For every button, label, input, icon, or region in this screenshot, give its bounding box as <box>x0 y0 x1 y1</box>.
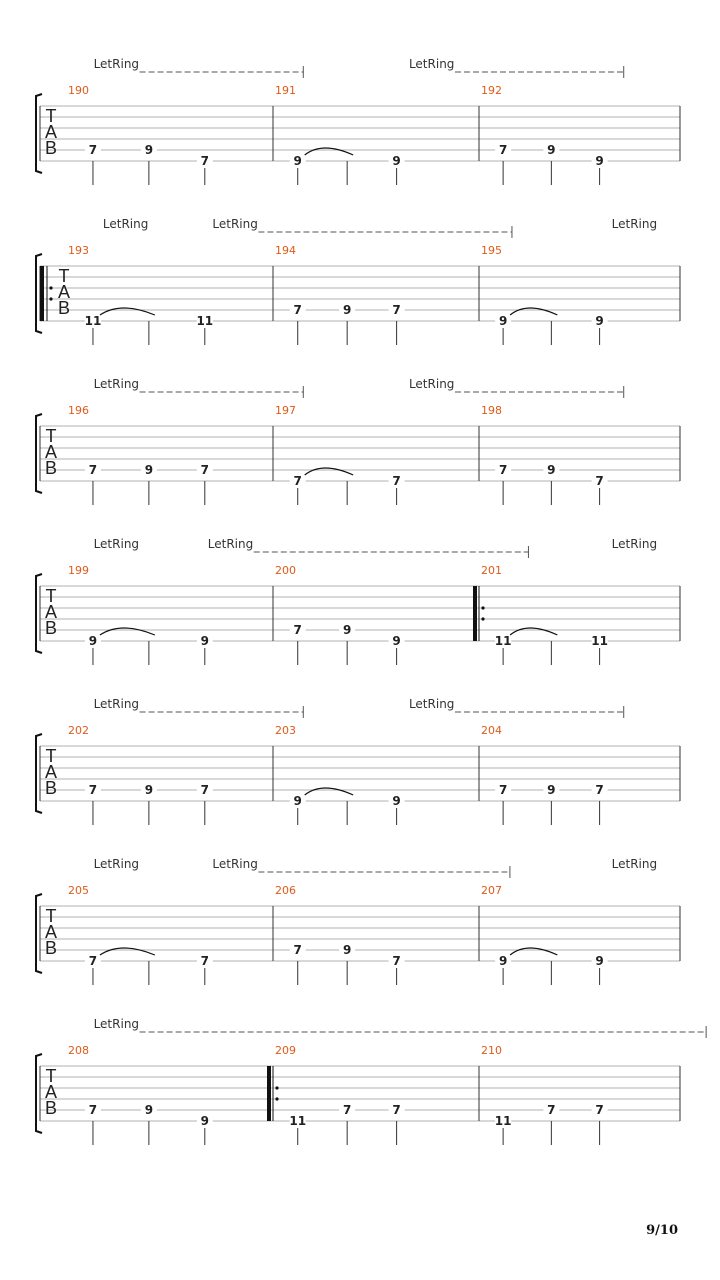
fret-number: 9 <box>595 314 604 328</box>
fret-number: 9 <box>144 463 154 477</box>
fret-number: 7 <box>392 954 401 968</box>
fret-number: 11 <box>84 314 102 328</box>
fret-number: 9 <box>595 154 604 168</box>
tab-clef-letter: B <box>44 138 58 158</box>
let-ring-label: LetRing <box>93 857 140 871</box>
fret-number: 9 <box>342 303 352 317</box>
tab-clef-letter: A <box>44 1082 58 1102</box>
fret-number: 9 <box>293 794 302 808</box>
fret-number: 7 <box>293 474 302 488</box>
fret-number: 9 <box>595 954 604 968</box>
let-ring-label: LetRing <box>212 217 258 231</box>
tab-clef-letter: A <box>57 282 71 302</box>
fret-number: 9 <box>144 1103 154 1117</box>
let-ring-label: LetRing <box>93 697 140 711</box>
measure-number: 192 <box>481 84 502 97</box>
tab-clef-letter: T <box>45 906 57 926</box>
tab-clef-letter: T <box>45 586 57 606</box>
measure-number: 202 <box>68 724 89 737</box>
fret-number: 7 <box>392 474 401 488</box>
measure-number: 204 <box>481 724 502 737</box>
tab-clef-letter: B <box>44 618 58 638</box>
fret-number: 9 <box>342 623 352 637</box>
tab-clef-letter: A <box>44 762 58 782</box>
tab-clef-letter: A <box>44 122 58 142</box>
repeat-dot <box>49 286 52 289</box>
tie-arc <box>100 948 155 955</box>
tie-arc <box>510 308 557 315</box>
tie-arc <box>305 148 353 155</box>
measure-number: 198 <box>481 404 502 417</box>
fret-number: 7 <box>293 623 302 637</box>
repeat-thick-bar <box>473 586 477 641</box>
measure-number: 206 <box>275 884 296 897</box>
tab-clef-letter: T <box>45 106 57 126</box>
tab-clef-letter: A <box>44 602 58 622</box>
measure-number: 203 <box>275 724 296 737</box>
fret-number: 9 <box>200 634 209 648</box>
let-ring-label: LetRing <box>207 537 254 551</box>
tab-clef-letter: B <box>44 458 58 478</box>
let-ring-label: LetRing <box>611 537 658 551</box>
measure-number: 201 <box>481 564 502 577</box>
fret-number: 7 <box>595 474 604 488</box>
fret-number: 9 <box>144 783 154 797</box>
tie-arc <box>510 948 557 955</box>
fret-number: 7 <box>293 943 302 957</box>
fret-number: 9 <box>342 943 352 957</box>
repeat-dot <box>49 297 52 300</box>
fret-number: 9 <box>293 154 302 168</box>
let-ring-label: LetRing <box>93 377 140 391</box>
fret-number: 9 <box>547 783 556 797</box>
let-ring-label: LetRing <box>102 217 149 231</box>
fret-number: 7 <box>498 143 508 157</box>
tab-clef-letter: A <box>44 442 58 462</box>
fret-number: 7 <box>88 143 98 157</box>
tie-arc <box>305 468 353 475</box>
tab-clef-letter: T <box>58 266 70 286</box>
tab-clef-letter: A <box>44 922 58 942</box>
repeat-dot <box>275 1086 278 1089</box>
tie-arc <box>305 788 353 795</box>
tab-clef-letter: B <box>44 938 58 958</box>
page-number: 9/10 <box>646 1223 678 1238</box>
tab-clef-letter: B <box>44 778 58 798</box>
fret-number: 7 <box>498 463 508 477</box>
fret-number: 9 <box>547 143 556 157</box>
fret-number: 9 <box>392 794 401 808</box>
repeat-thick-bar <box>267 1066 271 1121</box>
measure-number: 200 <box>275 564 296 577</box>
fret-number: 9 <box>498 954 508 968</box>
fret-number: 7 <box>498 783 508 797</box>
tab-clef-letter: T <box>45 426 57 446</box>
measure-number: 193 <box>68 244 89 257</box>
measure-number: 197 <box>275 404 296 417</box>
fret-number: 11 <box>289 1114 307 1128</box>
fret-number: 9 <box>392 634 401 648</box>
measure-number: 205 <box>68 884 89 897</box>
tab-clef-letter: T <box>45 1066 57 1086</box>
let-ring-label: LetRing <box>611 217 658 231</box>
fret-number: 11 <box>494 634 512 648</box>
fret-number: 7 <box>595 1103 604 1117</box>
let-ring-label: LetRing <box>93 537 140 551</box>
fret-number: 7 <box>88 783 98 797</box>
fret-number: 11 <box>494 1114 512 1128</box>
tab-clef-letter: T <box>45 746 57 766</box>
fret-number: 7 <box>547 1103 556 1117</box>
measure-number: 207 <box>481 884 502 897</box>
fret-number: 7 <box>200 783 209 797</box>
fret-number: 7 <box>293 303 302 317</box>
measure-number: 190 <box>68 84 89 97</box>
let-ring-label: LetRing <box>408 57 455 71</box>
let-ring-label: LetRing <box>611 857 658 871</box>
let-ring-label: LetRing <box>408 697 455 711</box>
fret-number: 7 <box>392 303 401 317</box>
let-ring-label: LetRing <box>212 857 258 871</box>
measure-number: 208 <box>68 1044 89 1057</box>
tie-arc <box>510 628 557 635</box>
let-ring-label: LetRing <box>408 377 455 391</box>
tab-clef-letter: B <box>44 1098 58 1118</box>
fret-number: 9 <box>88 634 98 648</box>
measure-number: 199 <box>68 564 89 577</box>
fret-number: 7 <box>342 1103 352 1117</box>
fret-number: 11 <box>196 314 214 328</box>
fret-number: 9 <box>547 463 556 477</box>
tie-arc <box>100 308 155 315</box>
fret-number: 7 <box>88 463 98 477</box>
repeat-dot <box>481 606 484 609</box>
fret-number: 9 <box>200 1114 209 1128</box>
repeat-dot <box>481 617 484 620</box>
measure-number: 196 <box>68 404 89 417</box>
fret-number: 7 <box>595 783 604 797</box>
repeat-dot <box>275 1097 278 1100</box>
let-ring-label: LetRing <box>93 57 140 71</box>
measure-number: 191 <box>275 84 296 97</box>
fret-number: 9 <box>144 143 154 157</box>
measure-number: 195 <box>481 244 502 257</box>
measure-number: 209 <box>275 1044 296 1057</box>
fret-number: 7 <box>200 463 209 477</box>
fret-number: 9 <box>498 314 508 328</box>
measure-number: 194 <box>275 244 296 257</box>
fret-number: 7 <box>200 154 209 168</box>
tab-clef-letter: B <box>57 298 71 318</box>
fret-number: 9 <box>392 154 401 168</box>
fret-number: 11 <box>591 634 608 648</box>
fret-number: 7 <box>88 1103 98 1117</box>
fret-number: 7 <box>88 954 98 968</box>
measure-number: 210 <box>481 1044 502 1057</box>
tie-arc <box>100 628 155 635</box>
let-ring-label: LetRing <box>93 1017 140 1031</box>
fret-number: 7 <box>200 954 209 968</box>
repeat-thick-bar <box>40 266 44 321</box>
fret-number: 7 <box>392 1103 401 1117</box>
